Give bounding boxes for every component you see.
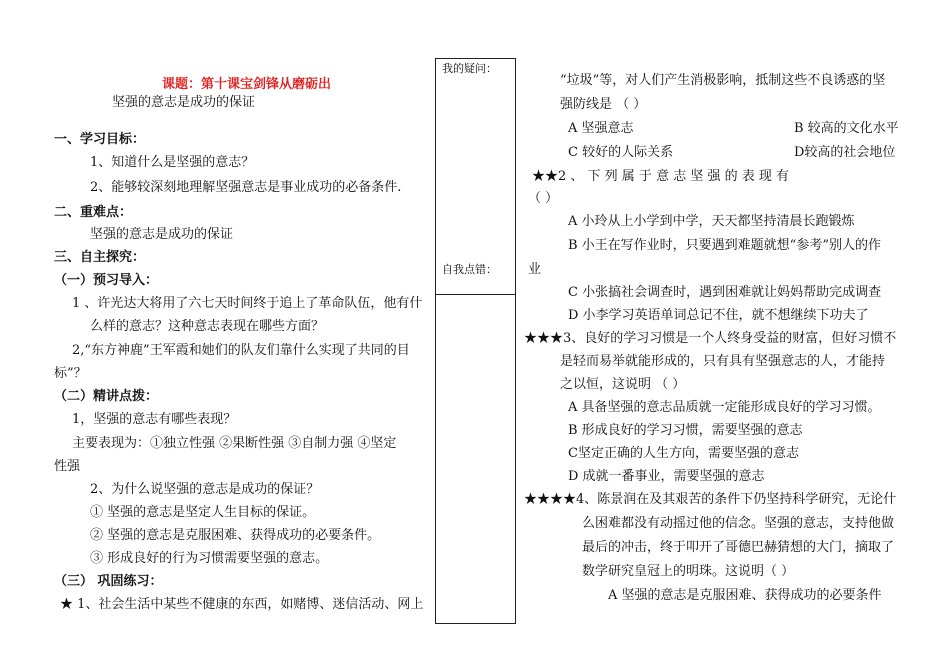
section-self-inquiry: 三、自主探究：: [54, 250, 146, 265]
exercise-2-option-b-cont: 业: [528, 262, 542, 277]
self-correction-label: 自我点错：: [442, 263, 497, 276]
key-point-text: 坚强的意志是成功的保证: [90, 227, 234, 242]
exercise-4-line-1: ★★★★4、陈景润在及其艰苦的条件下仍坚持科学研究，无论什: [524, 492, 897, 507]
exercise-1-option-b: B 较高的文化水平: [794, 121, 899, 136]
exercise-3-option-d: D 成就一番事业，需要坚强的意志: [568, 469, 765, 484]
preview-question-2: 2,“东方神鹿”王军霞和她们的队友们靠什么实现了共同的目: [72, 343, 410, 358]
exercise-2-option-c: C 小张搞社会调查时，遇到困难就让妈妈帮助完成调查: [568, 285, 882, 300]
exercise-4-option-a: A 坚强的意志是克服困难、获得成功的必要条件: [608, 588, 882, 603]
explain-question-1: 1，坚强的意志有哪些表现？: [72, 412, 237, 427]
exercise-3-option-c: C坚定正确的人生方向，需要坚强的意志: [568, 446, 799, 461]
explain-answer-2c: ③ 形成良好的行为习惯需要坚强的意志。: [90, 551, 329, 566]
exercise-3-option-a: A 具备坚强的意志品质就一定能形成良好的学习习惯。: [568, 400, 881, 415]
exercise-2-line-1: ★★2 、 下 列 属 于 意 志 坚 强 的 表 现 有: [532, 169, 789, 184]
goal-item-1: 1、知道什么是坚强的意志？: [90, 155, 255, 170]
exercise-3-line-3: 之以恒，这说明 （ ）: [560, 377, 686, 392]
my-doubts-label: 我的疑问：: [442, 62, 497, 75]
exercise-2-option-b: B 小王在写作业时，只要遇到难题就想“参考”别人的作: [568, 238, 881, 253]
section-key-points: 二、重难点：: [54, 205, 133, 220]
exercise-1-option-c: C 较好的人际关系: [568, 145, 674, 160]
exercise-1-line-3: 强防线是 （ ）: [560, 97, 647, 112]
exercise-1-option-d: D较高的社会地位: [794, 145, 896, 160]
preview-question-1-cont: 么样的意志？这种意志表现在哪些方面？: [90, 319, 325, 334]
section-learning-goals: 一、学习目标：: [54, 132, 146, 147]
exercise-4-line-2: 么困难都没有动摇过他的信念。坚强的意志，支持他做: [582, 516, 895, 531]
exercise-1-line-2: “垃圾”等，对人们产生消极影响，抵制这些不良诱惑的坚: [560, 73, 886, 88]
exercise-4-line-3: 最后的冲击，终于叩开了哥德巴赫猜想的大门，摘取了: [582, 540, 895, 555]
explain-answer-1-cont: 性强: [54, 459, 81, 474]
subsection-preview: （一）预习导入：: [54, 273, 159, 288]
exercise-2-option-d: D 小李学习英语单词总记不住，就不想继续下功夫了: [568, 308, 869, 323]
preview-question-2-cont: 标”？: [54, 366, 87, 381]
preview-question-1: 1 、许光达大将用了六七天时间终于追上了革命队伍，他有什: [72, 296, 423, 311]
lesson-title: 课题：第十课宝剑锋从磨砺出: [162, 77, 332, 92]
subsection-explanation: （二）精讲点拨：: [54, 389, 159, 404]
exercise-1-line-1: ★ 1、社会生活中某些不健康的东西，如赌博、迷信活动、网上: [60, 597, 424, 612]
explain-answer-2b: ② 坚强的意志是克服困难、获得成功的必要条件。: [90, 528, 381, 543]
explain-answer-1: 主要表现为：①独立性强 ②果断性强 ③自制力强 ④坚定: [72, 436, 397, 451]
notes-column: [435, 58, 516, 624]
goal-item-2: 2、能够较深刻地理解坚强意志是事业成功的必备条件.: [90, 180, 402, 195]
exercise-3-line-1: ★★★3、良好的学习习惯是一个人终身受益的财富，但好习惯不: [524, 331, 897, 346]
exercise-2-line-2: （ ）: [528, 191, 559, 206]
exercise-3-line-2: 是轻而易举就能形成的，只有具有坚强意志的人，才能持: [560, 354, 886, 369]
exercise-1-option-a: A 坚强意志: [568, 121, 634, 136]
subsection-practice: （三） 巩固练习：: [54, 574, 163, 589]
exercise-3-option-b: B 形成良好的学习习惯，需要坚强的意志: [568, 423, 803, 438]
exercise-2-option-a: A 小玲从上小学到中学，天天都坚持清晨长跑锻炼: [568, 214, 855, 229]
notes-divider: [436, 294, 515, 295]
explain-answer-2a: ① 坚强的意志是坚定人生目标的保证。: [90, 505, 316, 520]
explain-question-2: 2、为什么说坚强的意志是成功的保证？: [90, 482, 320, 497]
lesson-subtitle: 坚强的意志是成功的保证: [112, 95, 256, 110]
exercise-4-line-4: 数学研究皇冠上的明珠。这说明（ ）: [582, 564, 795, 579]
